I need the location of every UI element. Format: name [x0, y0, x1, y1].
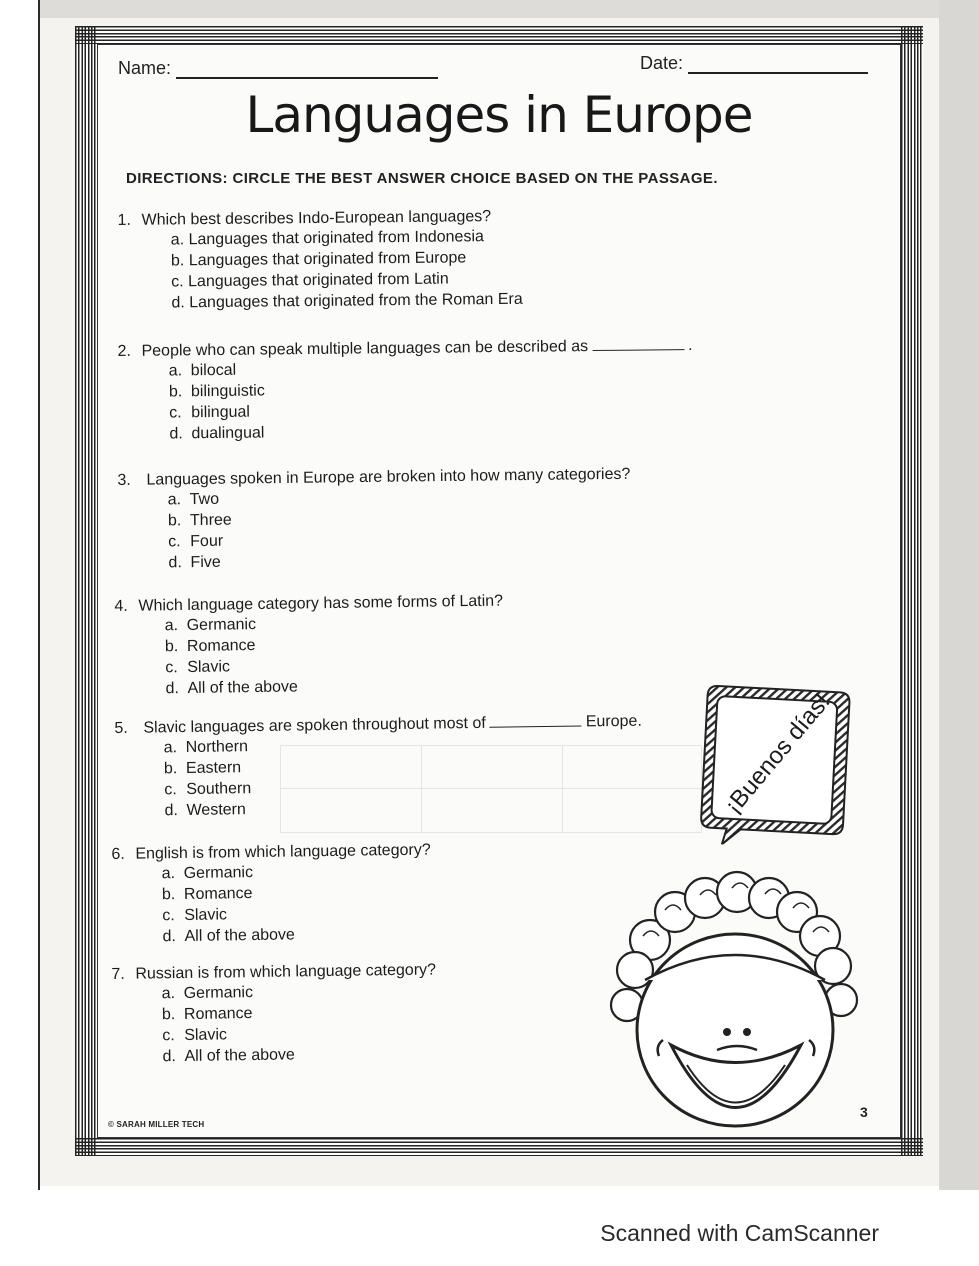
question-stem: Which language category has some forms of Latin?: [138, 592, 504, 615]
date-label: Date:: [640, 53, 684, 73]
answer-blank[interactable]: [592, 349, 684, 351]
option-letter: d.: [162, 928, 177, 946]
option-text: Southern: [186, 780, 252, 799]
option-text: Slavic: [184, 906, 228, 924]
option-text: Romance: [186, 637, 256, 655]
option-letter: b.: [167, 512, 182, 530]
option-letter: d.: [171, 294, 185, 312]
question-number: 3.: [117, 471, 131, 490]
option-text: Germanic: [183, 864, 254, 882]
copyright: © SARAH MILLER TECH: [108, 1120, 205, 1129]
option-letter: c.: [162, 907, 175, 925]
question-number: 6.: [111, 845, 125, 864]
option-letter: d.: [169, 425, 183, 443]
question-stem-end: .: [687, 336, 693, 355]
option-letter: d.: [165, 680, 180, 698]
option-letter: c.: [168, 533, 181, 551]
option-letter: a.: [161, 865, 176, 883]
option-text: All of the above: [184, 1046, 295, 1065]
option-text: All of the above: [187, 678, 298, 697]
question-stem: Slavic languages are spoken throughout most of: [143, 714, 486, 737]
name-blank[interactable]: [176, 77, 438, 79]
page-number: 3: [860, 1104, 868, 1120]
speech-bubble-text: ¡Buenos días!: [719, 688, 836, 820]
option-text: bilocal: [190, 361, 237, 380]
option-text: Two: [189, 490, 220, 509]
date-blank[interactable]: [688, 72, 868, 74]
option-text: Romance: [183, 1005, 253, 1023]
question-number: 7.: [111, 965, 125, 984]
option-text: Romance: [183, 885, 253, 903]
option-letter: a.: [161, 985, 176, 1003]
option-a[interactable]: [171, 226, 523, 251]
option-d[interactable]: [162, 923, 432, 948]
option-text: Languages that originated from the Roman Era: [189, 290, 523, 312]
name-field[interactable]: [118, 58, 438, 79]
question-2: [117, 337, 693, 445]
option-letter: c.: [162, 1027, 175, 1045]
option-text: bilingual: [191, 403, 251, 422]
question-7: [111, 961, 437, 1068]
option-letter: b.: [168, 383, 183, 401]
option-text: Four: [190, 532, 224, 551]
smiling-child-icon: [605, 870, 865, 1130]
option-letter: a.: [164, 617, 179, 635]
name-label: Name:: [118, 58, 172, 78]
option-text: Languages that originated from Latin: [188, 270, 449, 291]
option-letter: c.: [164, 781, 177, 799]
option-d[interactable]: [171, 289, 523, 314]
option-letter: c.: [169, 404, 182, 422]
option-text: Germanic: [183, 984, 254, 1002]
option-letter: b.: [164, 638, 179, 656]
directions: DIRECTIONS: CIRCLE THE BEST ANSWER CHOICE BASED ON THE PASSAGE.: [126, 170, 718, 187]
option-d[interactable]: [162, 1042, 437, 1067]
option-text: Eastern: [185, 759, 242, 778]
option-letter: b.: [161, 886, 176, 904]
option-letter: a.: [163, 739, 178, 757]
option-letter: b.: [161, 1006, 176, 1024]
date-field[interactable]: [640, 53, 868, 74]
option-letter: b.: [163, 760, 178, 778]
option-letter: d.: [162, 1048, 177, 1066]
question-1: [117, 208, 522, 314]
option-text: Slavic: [187, 658, 231, 676]
question-stem: English is from which language category?: [135, 841, 431, 863]
question-stem-end: Europe.: [585, 712, 642, 731]
option-letter: d.: [168, 554, 182, 572]
scanner-watermark: Scanned with CamScanner: [600, 1220, 879, 1246]
question-number: 5.: [114, 719, 128, 738]
question-5: [114, 713, 643, 822]
option-text: Germanic: [186, 616, 257, 634]
option-text: All of the above: [184, 926, 295, 945]
option-letter: a.: [170, 231, 185, 249]
question-6: [111, 842, 432, 948]
option-letter: b.: [170, 252, 185, 270]
question-stem: Which best describes Indo-European languages?: [141, 208, 492, 229]
option-text: Five: [190, 553, 221, 572]
scan-background-right: [939, 0, 979, 1190]
option-letter: c.: [171, 273, 184, 291]
option-letter: a.: [167, 491, 182, 509]
question-number: 4.: [114, 597, 128, 616]
option-letter: c.: [165, 659, 178, 677]
page-title: Languages in Europe: [245, 86, 753, 144]
question-stem: People who can speak multiple languages can be described as: [141, 338, 589, 360]
question-number: 1.: [117, 211, 131, 230]
option-text: Three: [189, 511, 232, 530]
option-text: Western: [186, 801, 246, 820]
question-stem: Russian is from which language category?: [135, 961, 437, 983]
option-letter: d.: [164, 802, 179, 820]
option-text: Northern: [185, 738, 249, 757]
question-3: [117, 466, 631, 574]
option-text: Slavic: [184, 1026, 228, 1044]
answer-blank[interactable]: [490, 725, 582, 727]
scan-edge-left: [0, 0, 40, 1190]
option-letter: a.: [168, 362, 183, 380]
question-stem: Languages spoken in Europe are broken into how many categories?: [146, 465, 631, 489]
option-text: dualingual: [191, 424, 265, 443]
option-text: Languages that originated from Indonesia: [188, 228, 484, 249]
question-4: [114, 593, 504, 700]
option-text: Languages that originated from Europe: [188, 249, 467, 270]
option-text: bilinguistic: [190, 382, 265, 401]
question-number: 2.: [117, 342, 131, 361]
